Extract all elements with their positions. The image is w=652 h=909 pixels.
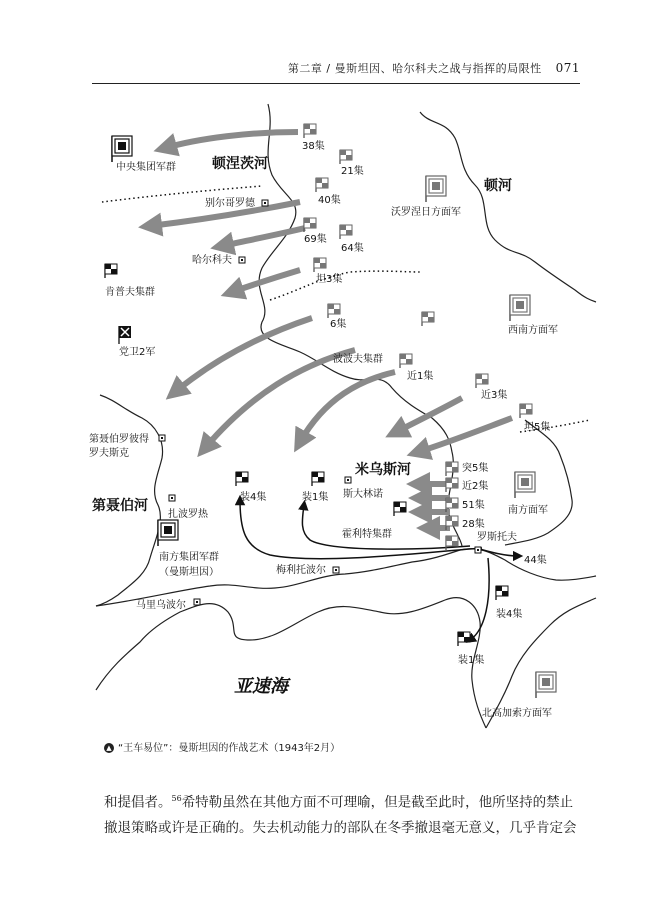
label-dnepro-2: 罗夫斯克 — [89, 448, 129, 459]
label-a64: 64集 — [341, 243, 364, 254]
unit-flag-g1 — [400, 354, 412, 368]
front-flag-south — [515, 472, 535, 498]
body-line-2: 撤退策略或许是正确的。失去机动能力的部队在冬季撤退毫无意义，几乎肯定会 — [104, 819, 577, 836]
label-mius: 米乌斯河 — [355, 462, 411, 478]
label-p4b: 装4集 — [496, 609, 523, 620]
label-south-front: 南方面军 — [508, 505, 548, 516]
label-south-group-2: （曼斯坦因） — [159, 567, 219, 578]
unit-flag-p4b — [496, 586, 508, 600]
unit-flag-6 — [328, 304, 340, 318]
label-guards: 党卫2军 — [119, 347, 156, 358]
unit-flag-g3 — [476, 374, 488, 388]
unit-flag-64 — [340, 225, 352, 239]
label-voronezh: 沃罗涅日方面军 — [391, 207, 461, 218]
city-icon-melitopol — [333, 567, 339, 573]
label-melitopol: 梅利托波尔 — [276, 565, 326, 576]
label-t3: 坦3集 — [316, 274, 343, 285]
label-south-group-1: 南方集团军群 — [159, 552, 219, 563]
unit-flag-g2 — [446, 478, 458, 492]
body-line-1b: 希特勒虽然在其他方面不可理喻，但是截至此时，他所坚持的禁止 — [181, 794, 574, 811]
label-southwest: 西南方面军 — [508, 325, 558, 336]
body-paragraph — [104, 786, 582, 841]
label-g3: 近3集 — [481, 390, 508, 401]
front-flag-north-caucasus — [536, 672, 556, 698]
label-stalino: 斯大林诺 — [343, 489, 383, 500]
unit-flag-kempf — [105, 264, 117, 278]
city-icon-belgorod — [262, 200, 268, 206]
army-group-flag-center — [112, 136, 132, 162]
label-donets: 顿涅茨河 — [212, 156, 268, 172]
unit-flag-t3 — [314, 258, 326, 272]
label-a38: 38集 — [302, 141, 325, 152]
label-hollidt: 霍利特集群 — [342, 529, 392, 540]
body-line-1a: 和提倡者。 — [104, 794, 172, 811]
label-a51: 51集 — [462, 500, 485, 511]
label-zaporozhye: 扎波罗热 — [168, 509, 208, 520]
unit-flag-t5 — [520, 404, 532, 418]
label-p4: 装4集 — [240, 492, 267, 503]
unit-flag-38 — [304, 124, 316, 138]
caption-text: “王车易位”：曼斯坦因的作战艺术（1943年2月） — [118, 743, 341, 754]
label-a21: 21集 — [341, 166, 364, 177]
label-g1: 近1集 — [407, 371, 434, 382]
label-dnepro-1: 第聂伯罗彼得 — [89, 434, 149, 445]
label-a44: 44集 — [524, 555, 547, 566]
body-line-1 — [104, 786, 582, 816]
front-flag-voronezh — [426, 176, 446, 202]
label-g2: 近2集 — [462, 481, 489, 492]
unit-flag-hollidt — [394, 502, 406, 516]
guards-corps-flag — [119, 326, 131, 344]
label-kharkov: 哈尔科夫 — [192, 255, 232, 266]
label-a6: 6集 — [330, 319, 347, 330]
unit-flag-p4 — [236, 472, 248, 486]
label-dnieper: 第聂伯河 — [92, 498, 148, 514]
city-icon-stalino — [345, 477, 351, 483]
unit-flag-p1b — [458, 632, 470, 646]
city-icon-rostov — [475, 547, 481, 553]
unit-flag-s5 — [446, 462, 458, 476]
city-icon-dnepropetrovsk — [159, 435, 165, 441]
unit-flag-p1 — [312, 472, 324, 486]
army-group-flag-south — [158, 520, 178, 546]
unit-flag-69 — [304, 218, 316, 232]
label-a28: 28集 — [462, 519, 485, 530]
unit-flag-extra — [422, 312, 434, 326]
city-icon-kharkov — [239, 257, 245, 263]
label-p1b: 装1集 — [458, 655, 485, 666]
chapter-title: 第二章 / 曼斯坦因、哈尔科夫之战与指挥的局限性 — [287, 62, 542, 75]
coastline-south — [96, 598, 486, 728]
label-a40: 40集 — [318, 195, 341, 206]
label-don: 顿河 — [484, 178, 512, 194]
label-belgorod: 别尔哥罗德 — [205, 198, 255, 209]
page-number: 071 — [555, 61, 580, 75]
label-t5: 坦5集 — [524, 422, 551, 433]
unit-flag-40 — [316, 178, 328, 192]
label-north-caucasus: 北高加索方面军 — [482, 708, 552, 719]
footnote-ref[interactable]: 56 — [171, 794, 182, 803]
unit-flag-21 — [340, 150, 352, 164]
city-icon-zaporozhye — [169, 495, 175, 501]
label-sea: 亚速海 — [234, 676, 288, 697]
label-popov: 波波夫集群 — [333, 354, 383, 365]
city-icon-mariupol — [194, 599, 200, 605]
label-rostov: 罗斯托夫 — [477, 532, 517, 543]
label-mariupol: 马里乌波尔 — [136, 600, 186, 611]
front-flag-southwest — [510, 295, 530, 321]
label-s5: 突5集 — [462, 463, 489, 474]
caption-triangle-icon: ▲ — [104, 743, 114, 753]
label-p1: 装1集 — [302, 492, 329, 503]
label-kempf: 肯普夫集群 — [105, 287, 155, 298]
label-a69: 69集 — [304, 234, 327, 245]
label-center: 中央集团军群 — [116, 162, 176, 173]
figure-caption — [104, 739, 340, 754]
